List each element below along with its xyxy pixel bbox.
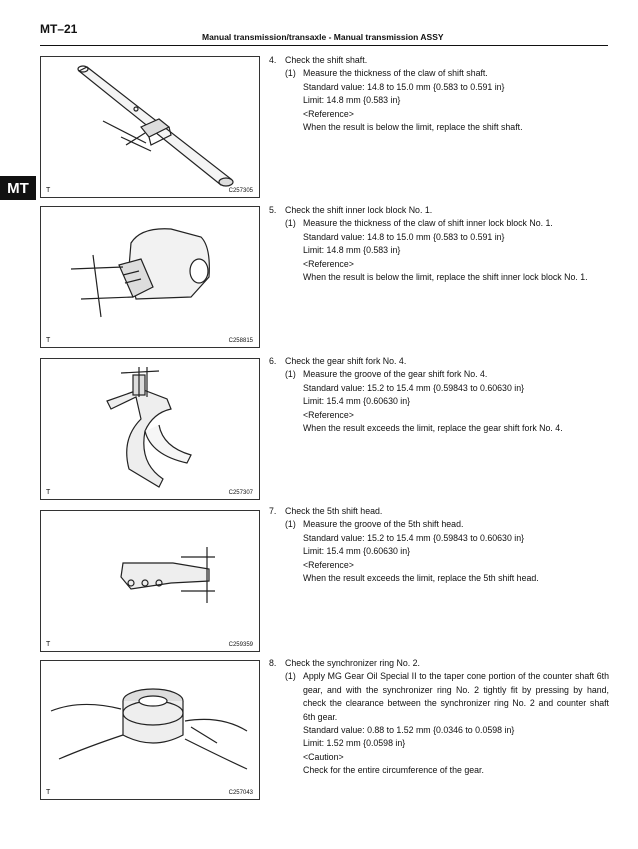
figure-code: C258815 — [228, 338, 253, 344]
figure-inner-lock-block — [40, 206, 260, 348]
figure-gear-shift-fork — [40, 358, 260, 500]
section-tab: MT — [0, 176, 36, 200]
figure-code: C257043 — [228, 790, 253, 796]
standard-value: Standard value: 14.8 to 15.0 mm {0.583 to 0.591 in} — [303, 81, 505, 92]
limit-value: Limit: 15.4 mm {0.60630 in} — [303, 546, 411, 557]
page-number: MT–21 — [40, 22, 78, 36]
figure-label: T — [46, 337, 51, 344]
shift-shaft-drawing — [41, 57, 259, 197]
substep-number: (1) — [285, 68, 296, 79]
step-title: Check the 5th shift head. — [285, 506, 383, 516]
instruction: When the result exceeds the limit, replace the gear shift fork No. 4. — [303, 423, 563, 434]
standard-value: Standard value: 15.2 to 15.4 mm {0.59843 to 0.60630 in} — [303, 532, 525, 543]
step-title: Check the synchronizer ring No. 2. — [285, 658, 420, 668]
step-4 — [269, 54, 609, 134]
header-rule — [40, 45, 608, 46]
substep-title: Apply MG Gear Oil Special II to the taper cone portion of the counter shaft 6th gear, and with the synchronizer ring No. 2 tightly fit by pressing by hand, check the clearance between the synchronizer ring No. 2 and counter shaft 6th gear. — [303, 671, 609, 722]
limit-value: Limit: 1.52 mm {0.0598 in} — [303, 738, 406, 749]
reference-label: <Reference> — [303, 409, 354, 420]
reference-label: <Reference> — [303, 559, 354, 570]
limit-value: Limit: 14.8 mm {0.583 in} — [303, 95, 401, 106]
step-title: Check the shift inner lock block No. 1. — [285, 205, 433, 215]
substep-title: Measure the groove of the gear shift fork No. 4. — [303, 369, 488, 380]
figure-label: T — [46, 641, 51, 648]
instruction: When the result is below the limit, replace the shift inner lock block No. 1. — [303, 272, 588, 283]
figure-code: C259359 — [228, 642, 253, 648]
caution-label: <Caution> — [303, 751, 344, 762]
substep-title: Measure the thickness of the claw of shift inner lock block No. 1. — [303, 218, 553, 229]
limit-value: Limit: 14.8 mm {0.583 in} — [303, 245, 401, 256]
step-number: 8. — [269, 658, 277, 668]
shift-head-drawing — [41, 511, 259, 651]
figure-code: C257307 — [228, 490, 253, 496]
figure-synchronizer-ring — [40, 660, 260, 800]
figure-label: T — [46, 489, 51, 496]
step-title: Check the shift shaft. — [285, 55, 368, 65]
substep-number: (1) — [285, 519, 296, 530]
limit-value: Limit: 15.4 mm {0.60630 in} — [303, 396, 411, 407]
step-6 — [269, 355, 609, 435]
figure-label: T — [46, 187, 51, 194]
figure-code: C257305 — [228, 188, 253, 194]
step-8 — [269, 657, 609, 778]
step-number: 5. — [269, 205, 277, 215]
step-title: Check the gear shift fork No. 4. — [285, 356, 407, 366]
step-number: 7. — [269, 506, 277, 516]
synchronizer-ring-drawing — [41, 661, 259, 799]
substep-title: Measure the groove of the 5th shift head. — [303, 519, 464, 530]
standard-value: Standard value: 15.2 to 15.4 mm {0.59843 to 0.60630 in} — [303, 382, 525, 393]
step-7 — [269, 505, 609, 585]
instruction: Check for the entire circumference of the gear. — [303, 765, 484, 776]
step-number: 6. — [269, 356, 277, 366]
step-number: 4. — [269, 55, 277, 65]
substep-number: (1) — [285, 218, 296, 229]
lock-block-drawing — [41, 207, 259, 347]
substep-title: Measure the thickness of the claw of shift shaft. — [303, 68, 488, 79]
shift-fork-drawing — [41, 359, 259, 499]
standard-value: Standard value: 14.8 to 15.0 mm {0.583 to 0.591 in} — [303, 231, 505, 242]
step-5 — [269, 204, 609, 284]
substep-number: (1) — [285, 671, 296, 682]
instruction: When the result is below the limit, replace the shift shaft. — [303, 122, 523, 133]
section-title: Manual transmission/transaxle - Manual transmission ASSY — [202, 32, 444, 42]
reference-label: <Reference> — [303, 108, 354, 119]
substep-number: (1) — [285, 369, 296, 380]
instruction: When the result exceeds the limit, replace the 5th shift head. — [303, 573, 539, 584]
standard-value: Standard value: 0.88 to 1.52 mm {0.0346 to 0.0598 in} — [303, 725, 515, 736]
figure-5th-shift-head — [40, 510, 260, 652]
figure-shift-shaft — [40, 56, 260, 198]
figure-label: T — [46, 789, 51, 796]
reference-label: <Reference> — [303, 258, 354, 269]
